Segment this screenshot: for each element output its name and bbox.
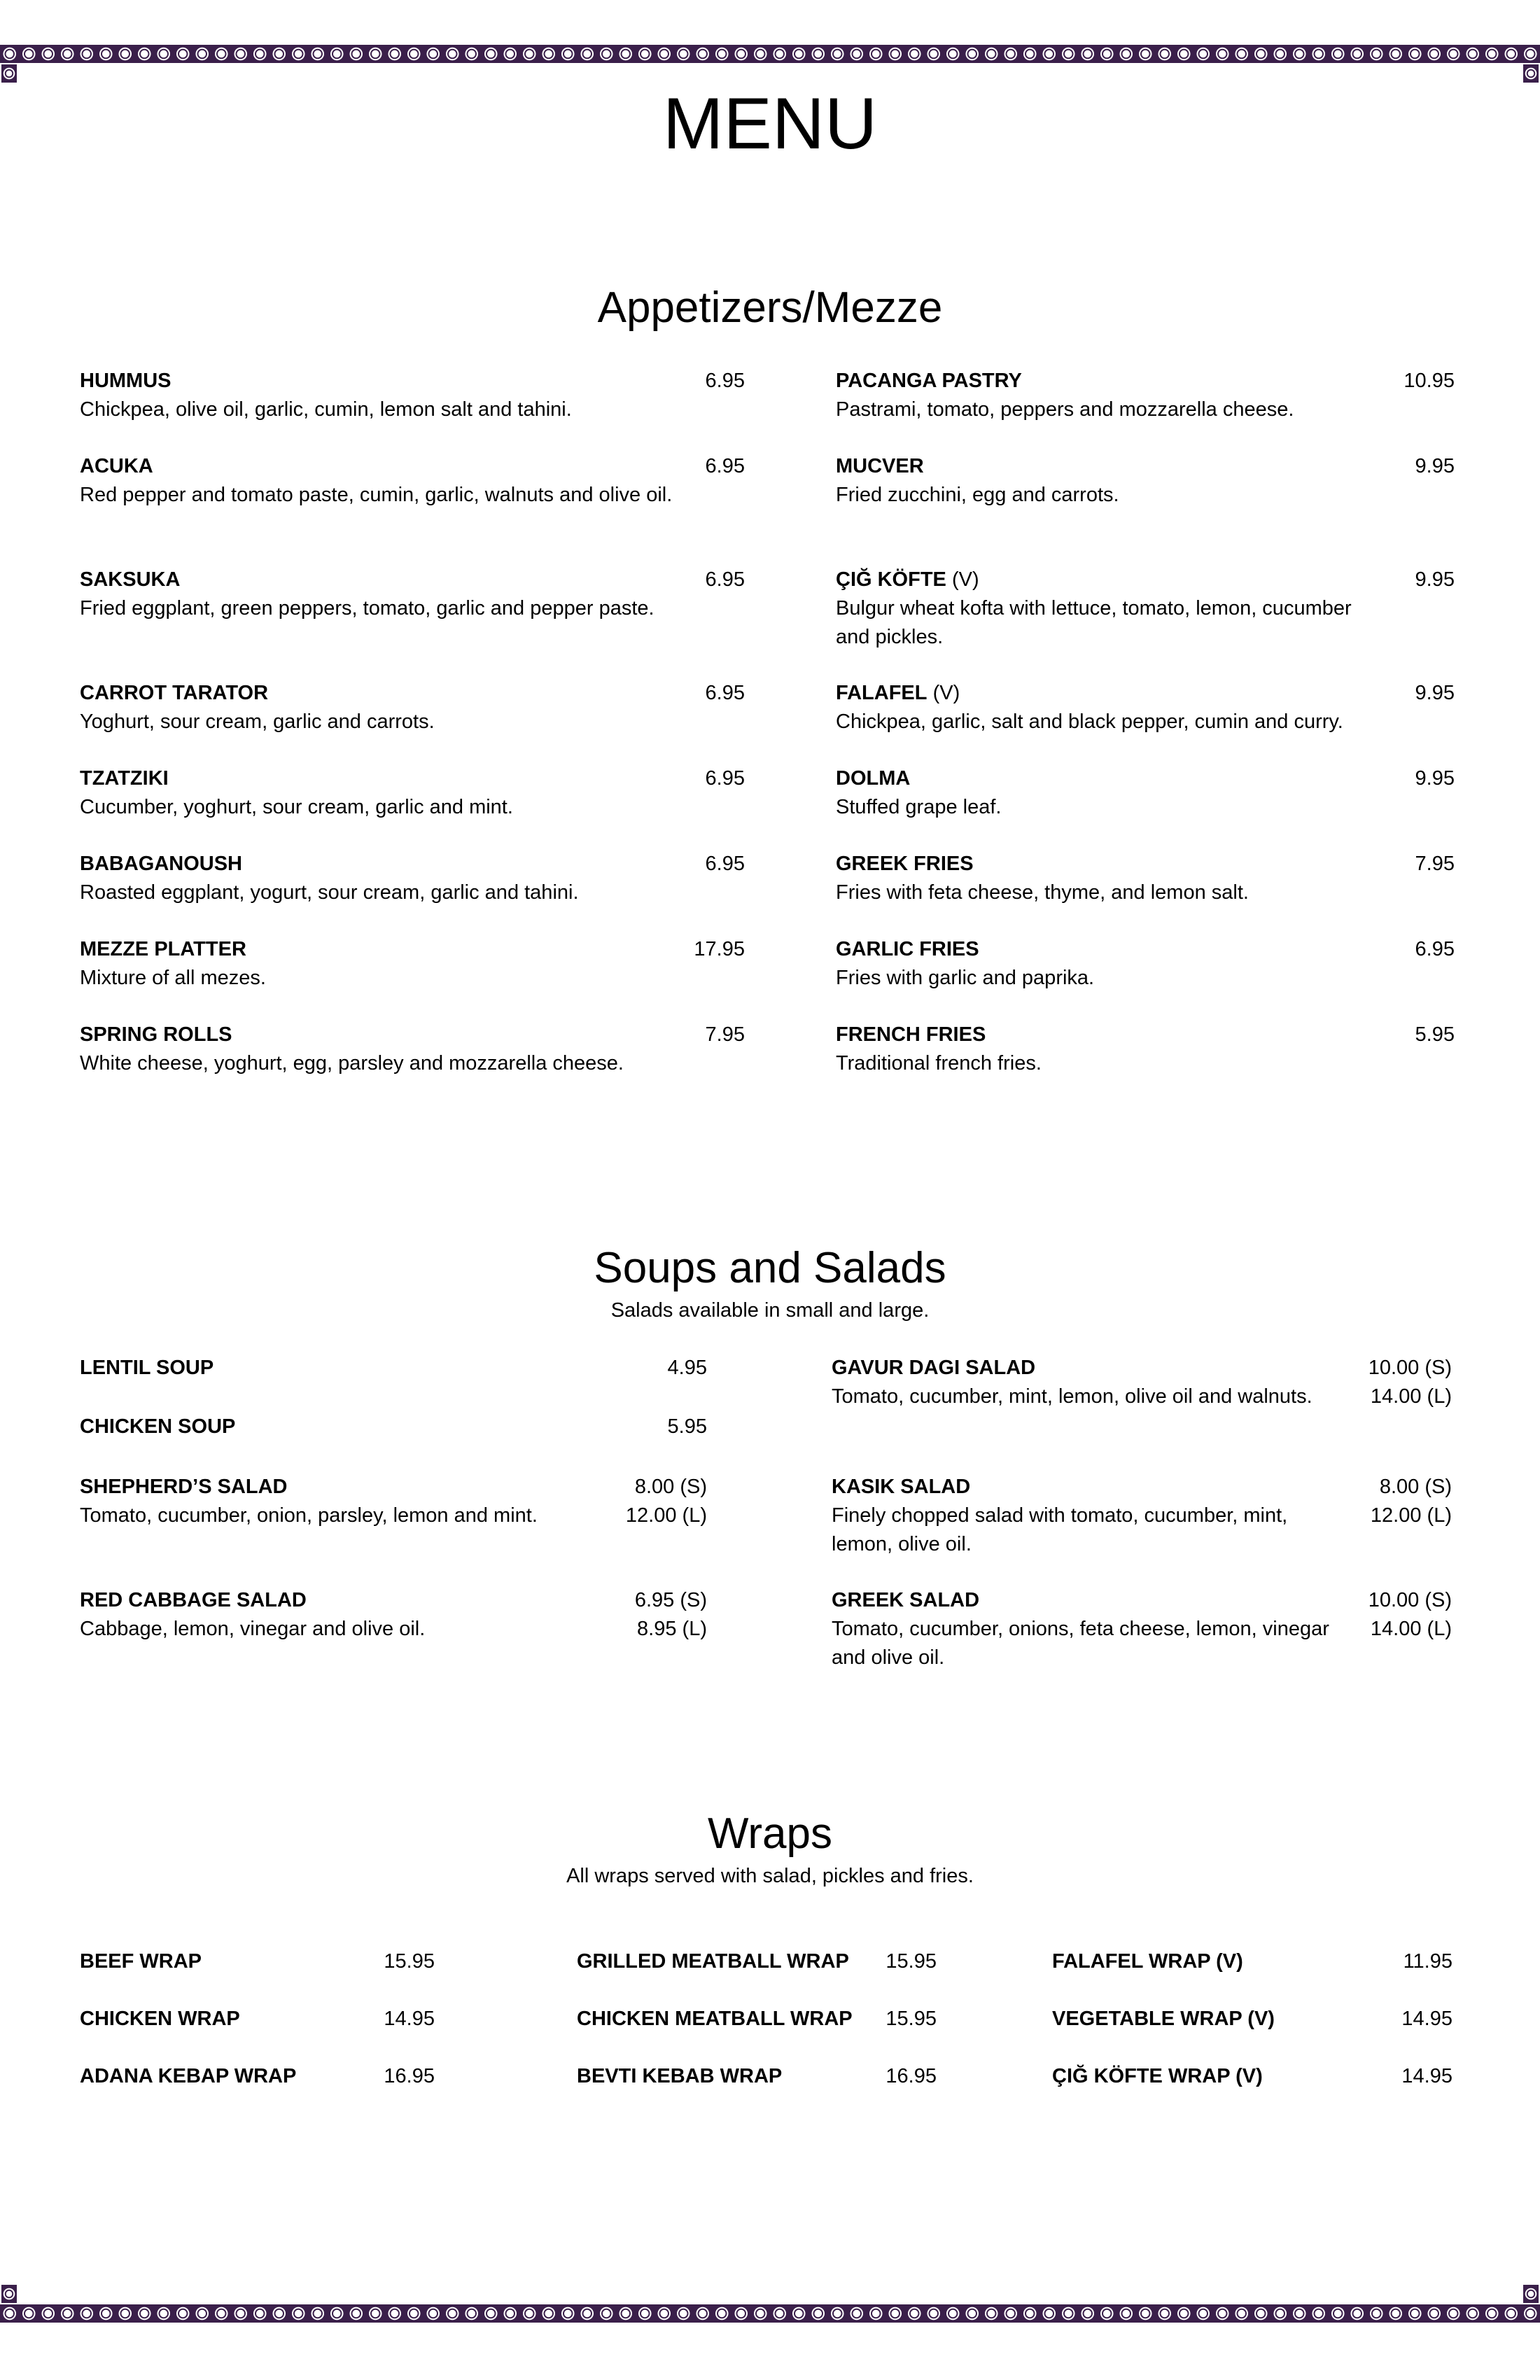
item-description: Cucumber, yoghurt, sour cream, garlic and mint. [80,796,513,818]
menu-item [80,2062,435,2091]
item-price: 17.95 [694,938,745,960]
item-price: 9.95 [1415,767,1455,790]
item-name: CHICKEN SOUP [80,1415,236,1438]
item-price: 15.95 [384,1950,435,1973]
item-name: GAVUR DAGI SALAD [832,1357,1036,1379]
wraps-title: Wraps [707,1809,832,1858]
menu-item [836,935,1455,993]
item-name: ADANA KEBAP WRAP [80,2065,297,2087]
item-price: 9.95 [1415,682,1455,704]
menu-item [80,2005,435,2033]
menu-item [836,764,1455,822]
border-corner-ornament [1523,2285,1539,2303]
menu-item [832,1473,1452,1559]
menu-item [80,1473,707,1530]
menu-item [1052,2005,1452,2033]
item-description: Red pepper and tomato paste, cumin, garlic, walnuts and olive oil. [80,484,673,506]
menu-item [80,935,745,993]
item-description: Tomato, cucumber, mint, lemon, olive oil and walnuts. [832,1385,1312,1408]
item-name: TZATZIKI [80,767,169,790]
menu-item [80,566,745,623]
menu-item [832,1586,1452,1672]
menu-item [836,367,1455,424]
item-price-small: 8.00 (S) [634,1476,707,1498]
item-description: White cheese, yoghurt, egg, parsley and mozzarella cheese. [80,1052,624,1074]
item-description: Finely chopped salad with tomato, cucumber, mint, lemon, olive oil. [832,1504,1288,1555]
menu-item [80,1413,707,1441]
item-name: GREEK SALAD [832,1589,980,1611]
item-price: 6.95 [1415,938,1455,960]
menu-item [1052,2062,1452,2091]
item-price: 15.95 [886,1950,937,1973]
item-description: Fries with garlic and paprika. [836,967,1095,989]
item-price: 6.95 [705,682,745,704]
item-price: 4.95 [667,1357,707,1379]
item-name: CHICKEN MEATBALL WRAP [577,2008,853,2030]
menu-item [80,850,745,907]
item-name: FALAFEL [836,682,927,704]
item-name: ÇIĞ KÖFTE WRAP (V) [1052,2065,1263,2087]
vegan-tag: (V) [932,682,960,704]
item-description: Roasted eggplant, yogurt, sour cream, garlic and tahini. [80,881,579,904]
menu-item [80,1354,707,1382]
item-price-small: 6.95 (S) [634,1589,707,1611]
item-name: SAKSUKA [80,568,181,591]
item-price: 6.95 [705,853,745,875]
item-price: 14.95 [1401,2065,1452,2087]
menu-item [836,452,1455,510]
item-name: MEZZE PLATTER [80,938,246,960]
item-name: GREEK FRIES [836,853,974,875]
item-name: FRENCH FRIES [836,1023,986,1046]
menu-item [836,1021,1455,1078]
item-description: Tomato, cucumber, onion, parsley, lemon and mint. [80,1504,538,1527]
item-price: 6.95 [705,370,745,392]
bottom-border-pattern [0,2304,1540,2323]
wraps-subtitle: All wraps served with salad, pickles and fries. [566,1865,974,1887]
item-name: SHEPHERD’S SALAD [80,1476,288,1498]
item-price-small: 10.00 (S) [1368,1589,1452,1611]
menu-item [577,1947,937,1976]
item-name: CARROT TARATOR [80,682,269,704]
item-price-large: 12.00 (L) [625,1504,707,1527]
menu-item [80,1586,707,1644]
menu-item [836,566,1455,652]
page-title: MENU [662,83,878,164]
item-name: CHICKEN WRAP [80,2008,240,2030]
item-description: Mixture of all mezes. [80,967,266,989]
menu-item [836,850,1455,907]
menu-item [80,764,745,822]
top-border-pattern [0,45,1540,63]
item-price: 9.95 [1415,568,1455,591]
soups-salads-title: Soups and Salads [594,1244,946,1292]
item-price: 11.95 [1403,1950,1452,1973]
item-price-small: 8.00 (S) [1379,1476,1452,1498]
item-price: 16.95 [384,2065,435,2087]
soups-salads-subtitle: Salads available in small and large. [610,1299,930,1322]
item-name: GARLIC FRIES [836,938,979,960]
border-corner-ornament [1,2285,17,2303]
item-price: 7.95 [1415,853,1455,875]
menu-item [80,679,745,736]
item-description: Cabbage, lemon, vinegar and olive oil. [80,1618,426,1640]
menu-item [832,1354,1452,1411]
item-name: MUCVER [836,455,924,477]
item-description: Pastrami, tomato, peppers and mozzarella cheese. [836,398,1294,421]
item-price: 5.95 [667,1415,707,1438]
item-price: 6.95 [705,568,745,591]
item-name: SPRING ROLLS [80,1023,232,1046]
item-name: DOLMA [836,767,911,790]
item-price-large: 8.95 (L) [637,1618,707,1640]
item-price: 14.95 [1401,2008,1452,2030]
item-description: Bulgur wheat kofta with lettuce, tomato, lemon, cucumber and pickles. [836,597,1352,648]
item-price: 7.95 [705,1023,745,1046]
item-description: Stuffed grape leaf. [836,796,1002,818]
menu-item [80,1947,435,1976]
item-name: KASIK SALAD [832,1476,971,1498]
item-description: Yoghurt, sour cream, garlic and carrots. [80,710,435,733]
item-name: BEEF WRAP [80,1950,202,1973]
item-name: ACUKA [80,455,153,477]
item-description: Traditional french fries. [836,1052,1042,1074]
menu-item [80,452,745,510]
menu-item [80,367,745,424]
item-name: BABAGANOUSH [80,853,242,875]
item-price: 6.95 [705,767,745,790]
item-name: RED CABBAGE SALAD [80,1589,307,1611]
menu-item [80,1021,745,1078]
item-name: PACANGA PASTRY [836,370,1022,392]
menu-item [1052,1947,1452,1976]
item-price: 9.95 [1415,455,1455,477]
item-price-large: 14.00 (L) [1370,1618,1452,1640]
item-price-small: 10.00 (S) [1368,1357,1452,1379]
item-name: FALAFEL WRAP (V) [1052,1950,1243,1973]
item-name: GRILLED MEATBALL WRAP [577,1950,849,1973]
item-price: 6.95 [705,455,745,477]
item-name: LENTIL SOUP [80,1357,214,1379]
menu-item [836,679,1455,736]
item-description: Chickpea, olive oil, garlic, cumin, lemon salt and tahini. [80,398,572,421]
item-name: BEVTI KEBAB WRAP [577,2065,783,2087]
item-name: HUMMUS [80,370,172,392]
item-price-large: 12.00 (L) [1370,1504,1452,1527]
appetizers-title: Appetizers/Mezze [597,284,943,332]
item-name: ÇIĞ KÖFTE [836,568,946,591]
item-price: 14.95 [384,2008,435,2030]
item-description: Fried eggplant, green peppers, tomato, garlic and pepper paste. [80,597,654,620]
vegan-tag: (V) [951,568,979,591]
menu-item [577,2062,937,2091]
item-name: VEGETABLE WRAP (V) [1052,2008,1275,2030]
item-description: Tomato, cucumber, onions, feta cheese, lemon, vinegar and olive oil. [832,1618,1329,1669]
item-description: Fried zucchini, egg and carrots. [836,484,1119,506]
item-price-large: 14.00 (L) [1370,1385,1452,1408]
menu-item [577,2005,937,2033]
item-price: 5.95 [1415,1023,1455,1046]
item-price: 10.95 [1404,370,1455,392]
item-description: Fries with feta cheese, thyme, and lemon salt. [836,881,1249,904]
item-price: 15.95 [886,2008,937,2030]
item-price: 16.95 [886,2065,937,2087]
item-description: Chickpea, garlic, salt and black pepper, cumin and curry. [836,710,1343,733]
